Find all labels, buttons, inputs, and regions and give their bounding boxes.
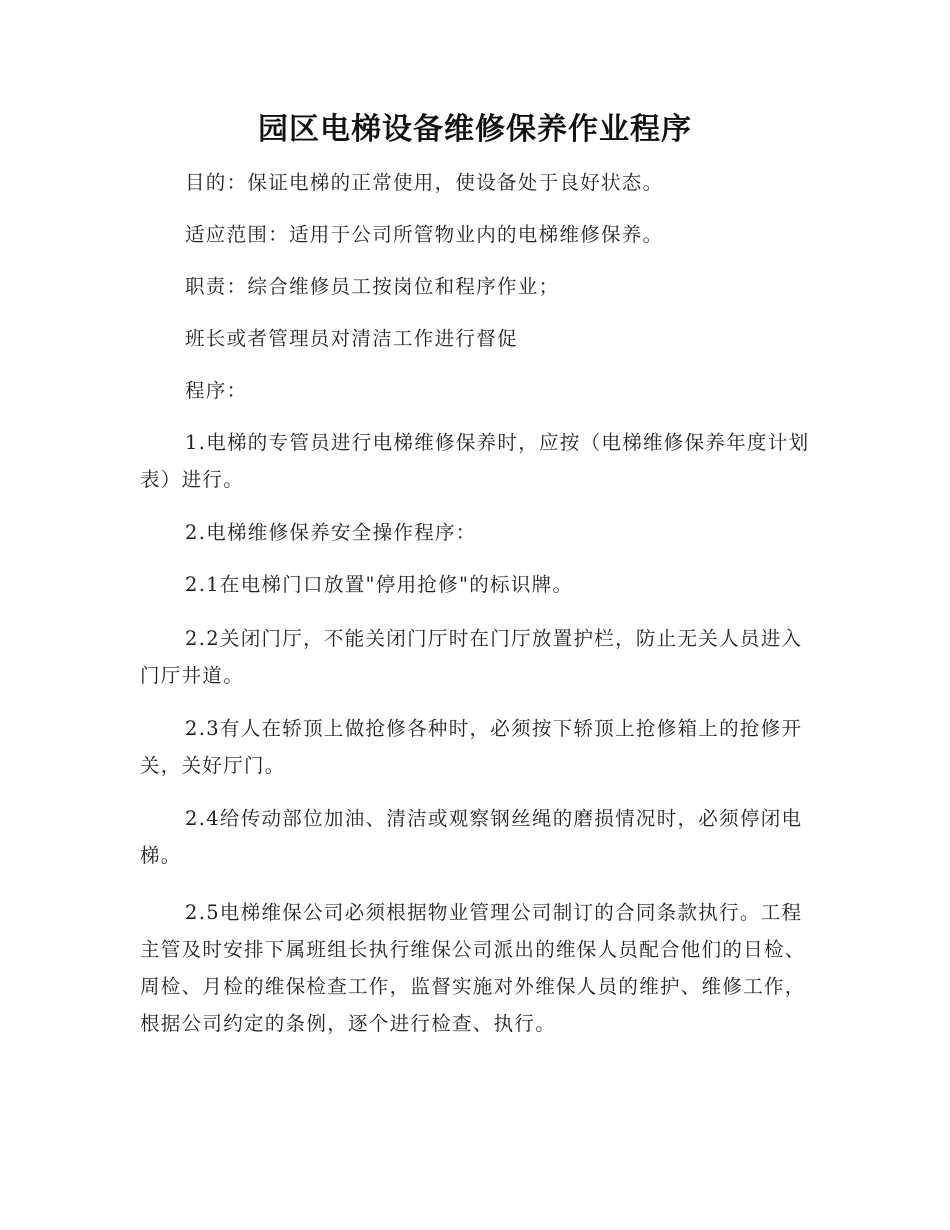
paragraph-step-1: 1.电梯的专管员进行电梯维修保养时，应按（电梯维修保养年度计划表）进行。 (140, 431, 810, 491)
paragraph-procedure-heading: 程序： (185, 379, 248, 402)
paragraph-step-2: 2.电梯维修保养安全操作程序： (185, 521, 477, 544)
paragraph-step-2-4: 2.4给传动部位加油、清洁或观察钢丝绳的磨损情况时，必须停闭电梯。 (140, 807, 803, 867)
document-title: 园区电梯设备维修保养作业程序 (258, 112, 692, 147)
paragraph-responsibility: 职责：综合维修员工按岗位和程序作业； (185, 275, 560, 298)
paragraph-step-2-5: 2.5电梯维保公司必须根据物业管理公司制订的合同条款执行。工程主管及时安排下属班组长执行维保公司派出的维保人员配合他们的日检、周检、月检的维保检查工作，监督实施对外维保人员的维护、维修工作，根据公司约定的条例，逐个进行检查、执行。 (140, 901, 806, 1035)
paragraph-scope: 适应范围：适用于公司所管物业内的电梯维修保养。 (185, 223, 664, 246)
paragraph-step-2-3: 2.3有人在轿顶上做抢修各种时，必须按下轿顶上抢修箱上的抢修开关，关好厅门。 (140, 717, 803, 777)
paragraph-purpose: 目的：保证电梯的正常使用，使设备处于良好状态。 (185, 171, 664, 194)
paragraph-supervisor: 班长或者管理员对清洁工作进行督促 (185, 327, 518, 350)
paragraph-step-2-2: 2.2关闭门厅，不能关闭门厅时在门厅放置护栏，防止无关人员进入门厅井道。 (140, 627, 803, 687)
paragraph-step-2-1: 2.1在电梯门口放置"停用抢修"的标识牌。 (185, 573, 574, 596)
